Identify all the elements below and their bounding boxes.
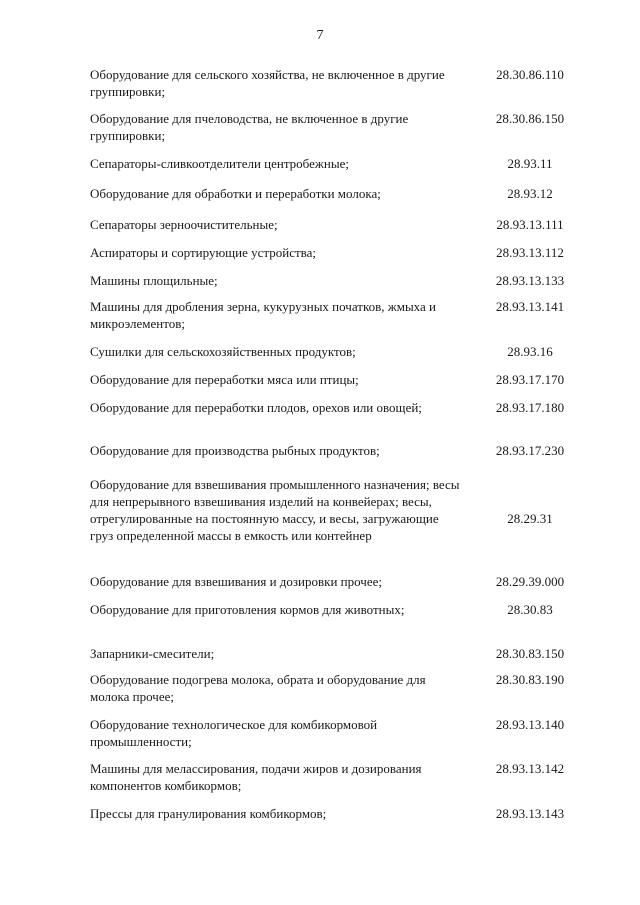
page-number: 7 [316,28,324,43]
entry-code: 28.93.17.180 [495,400,565,415]
entry-code: 28.93.17.230 [495,443,565,458]
entry-code: 28.93.13.141 [495,299,565,314]
entry-code: 28.29.39.000 [495,574,565,589]
entry-description: Оборудование для переработки плодов, орехов или овощей; [90,400,422,415]
entry-code: 28.93.13.142 [495,761,565,776]
entry-description: Оборудование для производства рыбных продуктов; [90,443,380,458]
entry-description: Сушилки для сельскохозяйственных продуктов; [90,344,356,359]
entry-description: Машины для мелассирования, подачи жиров и дозирования компонентов комбикормов; [90,761,422,793]
entry-description: Машины площильные; [90,273,218,288]
entry-description: Оборудование для взвешивания промышленного назначения; весы для непрерывного взвешивания изделий на конвейерах; весы, отрегулированные на постоянную массу, и весы, загружающие груз определенной массы в емкость или контейнер [90,477,460,543]
entry-code: 28.93.13.140 [495,717,565,732]
entry-code: 28.93.11 [507,156,553,171]
entry-code: 28.29.31 [507,511,553,526]
entry-description: Оборудование для приготовления кормов для животных; [90,602,405,617]
entry-description: Аспираторы и сортирующие устройства; [90,245,317,260]
entry-description: Прессы для гранулирования комбикормов; [90,806,327,821]
entry-description: Запарники-смесители; [90,646,215,661]
entry-code: 28.30.83 [507,602,553,617]
entry-code: 28.30.83.150 [495,646,565,661]
entry-description: Оборудование для пчеловодства, не включенное в другие группировки; [90,111,409,143]
entry-code: 28.93.13.143 [495,806,565,821]
entry-description: Оборудование технологическое для комбикормовой промышленности; [90,717,378,749]
entry-description: Сепараторы-сливкоотделители центробежные; [90,156,349,171]
entry-code: 28.93.13.112 [496,245,564,260]
entry-description: Сепараторы зерноочистительные; [90,217,278,232]
entry-code: 28.30.86.110 [496,67,564,82]
entry-code: 28.30.83.190 [495,672,565,687]
entry-code: 28.93.17.170 [495,372,565,387]
entry-description: Оборудование для обработки и переработки молока; [90,186,381,201]
entry-description: Оборудование подогрева молока, обрата и оборудование для молока прочее; [90,672,426,704]
entry-code: 28.93.16 [507,344,553,359]
entry-description: Машины для дробления зерна, кукурузных початков, жмыха и микроэлементов; [90,299,436,331]
entry-code: 28.93.13.133 [495,273,565,288]
entry-description: Оборудование для переработки мяса или птицы; [90,372,359,387]
entry-code: 28.93.12 [507,186,553,201]
entry-code: 28.30.86.150 [495,111,565,126]
entry-description: Оборудование для взвешивания и дозировки прочее; [90,574,382,589]
entry-description: Оборудование для сельского хозяйства, не включенное в другие группировки; [90,67,445,99]
entry-code: 28.93.13.111 [496,217,564,232]
